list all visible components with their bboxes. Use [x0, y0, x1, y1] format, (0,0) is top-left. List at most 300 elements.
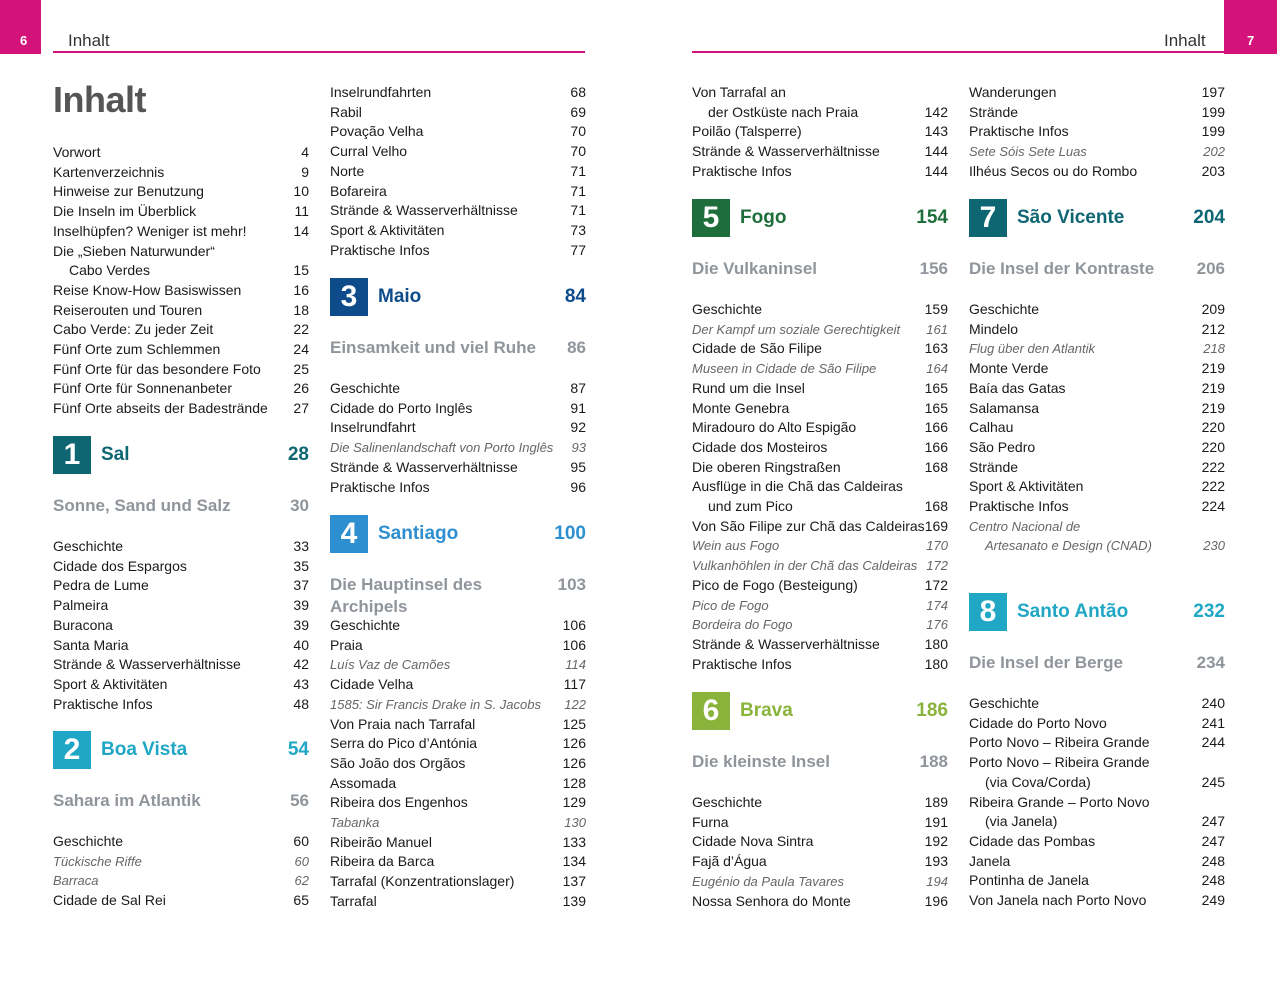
- toc-entry-label: Strände & Wasserverhältnisse: [692, 635, 880, 652]
- toc-entry: [692, 320, 948, 340]
- toc-entry: [330, 122, 586, 142]
- toc-entry: [969, 497, 1225, 517]
- section-page: 154: [916, 207, 948, 228]
- toc-entry: [969, 438, 1225, 458]
- toc-entry-label: Sport & Aktivitäten: [53, 675, 168, 692]
- toc-entry-label: Ribeira da Barca: [330, 853, 435, 870]
- toc-entry: [53, 261, 309, 281]
- section-subtitle-text: Sonne, Sand und Salz: [53, 496, 231, 515]
- toc-entry-page: 126: [562, 754, 586, 771]
- toc-entry: [969, 320, 1225, 340]
- toc-entry: [969, 122, 1225, 142]
- toc-entry-label: Praktische Infos: [330, 241, 430, 258]
- toc-entry-label: Die oberen Ringstraßen: [692, 458, 841, 475]
- toc-entry-page: 194: [926, 873, 948, 889]
- section-subtitle: [969, 652, 1225, 674]
- toc-entry: [53, 537, 309, 557]
- toc-entry-page: 144: [924, 143, 948, 160]
- toc-entry-page: 174: [926, 597, 948, 613]
- section-subtitle: [330, 574, 586, 618]
- toc-entry: [330, 399, 586, 419]
- toc-entry-page: 220: [1201, 438, 1225, 455]
- toc-entry: [330, 655, 586, 675]
- toc-entry-page: 166: [924, 419, 948, 436]
- toc-entry: [969, 477, 1225, 497]
- toc-entry-label: Praktische Infos: [330, 478, 430, 495]
- toc-entry: [53, 616, 309, 636]
- toc-entry: [53, 340, 309, 360]
- section-heading-sal: [53, 436, 309, 474]
- toc-entry-label: Centro Nacional de: [969, 518, 1081, 534]
- toc-entry-page: 71: [570, 182, 586, 199]
- toc-entry-label: Von São Filipe zur Chã das Caldeiras: [692, 517, 925, 534]
- section-number-box: 7: [969, 199, 1007, 237]
- toc-entry-label: Praktische Infos: [692, 162, 792, 179]
- toc-entry: [53, 399, 309, 419]
- toc-entry-page: 14: [293, 222, 309, 239]
- toc-entry-label: Fünf Orte abseits der Badestrände: [53, 400, 268, 417]
- toc-entry-label: 1585: Sir Francis Drake in S. Jacobs: [330, 696, 541, 712]
- toc-entry-label: Strände & Wasserverhältnisse: [330, 202, 518, 219]
- toc-entry-page: 42: [293, 656, 309, 673]
- toc-entry-label: Strände: [969, 458, 1019, 475]
- section-subtitle: [53, 790, 309, 812]
- toc-entry-label: Serra do Pico d’Antónia: [330, 735, 478, 752]
- section-number-box: 2: [53, 731, 91, 769]
- toc-entry: [692, 852, 948, 872]
- toc-entry-label: Flug über den Atlantik: [969, 341, 1095, 357]
- toc-entry-page: 169: [924, 517, 949, 534]
- toc-entry-page: 62: [294, 873, 309, 889]
- toc-entry-label: Vulkanhöhlen in der Chã das Caldeiras: [692, 558, 918, 574]
- toc-entry: [53, 360, 309, 380]
- toc-entry-label: Barraca: [53, 873, 99, 889]
- toc-entry: [53, 202, 309, 222]
- toc-entry-label: (via Cova/Corda): [985, 773, 1091, 790]
- toc-entry: [330, 734, 586, 754]
- section-subtitle: [969, 258, 1225, 280]
- toc-entry: [330, 754, 586, 774]
- toc-entry-page: 9: [301, 163, 309, 180]
- toc-entry-label: Ribeira Grande – Porto Novo: [969, 793, 1150, 810]
- toc-entry-page: 199: [1201, 123, 1225, 140]
- toc-entry: [692, 655, 948, 675]
- toc-entry-page: 222: [1201, 458, 1225, 475]
- toc-entry: [53, 655, 309, 675]
- toc-entry-label: Vorwort: [53, 144, 101, 160]
- toc-entry: [692, 813, 948, 833]
- toc-entry: [969, 399, 1225, 419]
- toc-entry: [53, 182, 309, 202]
- section-subtitle: [692, 751, 948, 773]
- toc-entry-page: 224: [1201, 498, 1225, 514]
- toc-entry: [330, 852, 586, 872]
- section-subtitle-page: 234: [1196, 653, 1225, 672]
- toc-entry: [969, 773, 1225, 793]
- toc-entry: [330, 379, 586, 399]
- toc-entry-label: Furna: [692, 813, 729, 830]
- toc-entry: [969, 339, 1225, 359]
- toc-entry: [692, 872, 948, 892]
- toc-entry-label: der Ostküste nach Praia: [708, 103, 859, 120]
- toc-entry-page: 245: [1201, 773, 1225, 790]
- section-heading-maio: [330, 278, 586, 316]
- toc-entry-page: 65: [293, 892, 309, 909]
- toc-entry-page: 161: [926, 321, 948, 337]
- section-name: Santiago: [378, 523, 459, 544]
- toc-entry-label: Fünf Orte für Sonnenanbeter: [53, 380, 232, 397]
- toc-entry: [969, 418, 1225, 438]
- toc-entry-label: Hinweise zur Benutzung: [53, 183, 204, 200]
- toc-entry: [330, 793, 586, 813]
- toc-entry-page: 212: [1201, 320, 1225, 337]
- section-subtitle: [53, 495, 309, 517]
- toc-entry-page: 168: [924, 498, 948, 514]
- toc-entry-label: Tarrafal (Konzentrationslager): [330, 873, 515, 890]
- toc-entry: [53, 891, 309, 911]
- toc-entry: [969, 871, 1225, 891]
- toc-entry-label: Palmeira: [53, 597, 109, 614]
- toc-entry-page: 77: [570, 241, 586, 258]
- toc-entry-page: 16: [293, 281, 309, 298]
- page-title: Inhalt: [53, 79, 146, 120]
- toc-entry: [692, 576, 948, 596]
- toc-entry-label: Tückische Riffe: [53, 853, 142, 869]
- section-page: 54: [287, 739, 309, 760]
- toc-entry: [330, 241, 586, 261]
- toc-entry-label: Sport & Aktivitäten: [330, 221, 445, 238]
- toc-entry-page: 144: [924, 162, 948, 179]
- toc-entry-label: Norte: [330, 162, 365, 179]
- toc-entry-label: Cidade Nova Sintra: [692, 833, 814, 850]
- toc-entry-page: 70: [570, 143, 586, 160]
- toc-entry-label: Fajã d’Água: [692, 853, 767, 870]
- toc-entry-label: und zum Pico: [708, 498, 793, 514]
- toc-entry: [692, 615, 948, 635]
- section-page: 100: [554, 523, 586, 544]
- toc-entry-label: Inselhüpfen? Weniger ist mehr!: [53, 222, 247, 239]
- toc-entry-page: 222: [1201, 478, 1225, 495]
- toc-entry: [969, 517, 1225, 537]
- toc-entry-label: Bordeira do Fogo: [692, 617, 793, 633]
- section-number-box: 6: [692, 692, 730, 730]
- toc-entry: [330, 162, 586, 182]
- toc-entry-label: Eugénio da Paula Tavares: [692, 873, 845, 889]
- section-heading-santiago: [330, 515, 586, 553]
- toc-entry: [53, 379, 309, 399]
- toc-entry-label: Porto Novo – Ribeira Grande: [969, 734, 1150, 751]
- right-header-rule: [692, 51, 1224, 53]
- toc-entry: [330, 774, 586, 794]
- toc-entry-label: Cidade das Pombas: [969, 832, 1096, 849]
- section-number-box: 8: [969, 593, 1007, 631]
- toc-entry-page: 106: [562, 617, 586, 633]
- toc-entry-page: 114: [565, 657, 586, 673]
- toc-entry-page: 165: [924, 399, 948, 416]
- toc-entry-label: Tabanka: [330, 815, 380, 830]
- toc-entry: [692, 379, 948, 399]
- toc-entry: [969, 458, 1225, 478]
- toc-entry: [969, 359, 1225, 379]
- toc-entry-page: 139: [562, 892, 586, 909]
- toc-entry: [969, 103, 1225, 123]
- toc-entry-label: Janela: [969, 852, 1011, 869]
- toc-entry-label: Von Tarrafal an: [692, 84, 786, 100]
- section-subtitle-text: Die kleinste Insel: [692, 752, 830, 771]
- toc-entry-label: Kartenverzeichnis: [53, 163, 165, 180]
- toc-entry: [53, 557, 309, 577]
- toc-entry-page: 10: [293, 183, 309, 200]
- toc-entry: [53, 320, 309, 340]
- toc-entry-label: Monte Genebra: [692, 399, 790, 416]
- toc-entry-label: Praktische Infos: [692, 655, 792, 672]
- section-subtitle-text: Sahara im Atlantik: [53, 791, 201, 810]
- toc-entry-label: Curral Velho: [330, 143, 408, 160]
- toc-entry: [330, 872, 586, 892]
- section-subtitle-text: Die Insel der Berge: [969, 653, 1124, 672]
- toc-entry-label: Cidade dos Espargos: [53, 557, 187, 574]
- toc-entry-label: Strände & Wasserverhältnisse: [53, 656, 241, 673]
- toc-entry-label: Buracona: [53, 616, 113, 633]
- section-page: 204: [1193, 207, 1225, 228]
- toc-entry: [692, 477, 948, 497]
- toc-entry: [330, 418, 586, 438]
- left-page-number: 6: [20, 33, 28, 48]
- toc-entry-page: 43: [293, 675, 309, 692]
- toc-entry-label: Fünf Orte für das besondere Foto: [53, 360, 261, 377]
- section-name: Sal: [101, 444, 130, 465]
- toc-entry-page: 71: [570, 162, 586, 179]
- section-name: Maio: [378, 286, 422, 307]
- toc-entry-page: 219: [1201, 379, 1225, 396]
- toc-entry-page: 33: [293, 538, 309, 554]
- toc-entry-label: Inselrundfahrten: [330, 84, 432, 100]
- toc-entry: [969, 714, 1225, 734]
- toc-entry-label: Luís Vaz de Camões: [330, 657, 451, 673]
- toc-entry-page: 95: [570, 458, 586, 475]
- toc-entry-label: Cabo Verdes: [69, 262, 150, 279]
- toc-entry: [330, 715, 586, 735]
- toc-entry: [330, 438, 586, 458]
- toc-entry: [53, 301, 309, 321]
- toc-entry-label: Rabil: [330, 103, 362, 120]
- toc-entry-page: 218: [1203, 341, 1225, 357]
- section-subtitle-page: 30: [290, 496, 309, 515]
- toc-entry: [692, 517, 948, 537]
- toc-entry-label: Bofareira: [330, 182, 387, 199]
- toc-entry: [53, 222, 309, 242]
- toc-entry-page: 37: [293, 577, 309, 594]
- toc-entry-label: São João dos Orgãos: [330, 754, 466, 771]
- toc-entry: [53, 852, 309, 872]
- toc-entry-page: 96: [570, 478, 586, 495]
- toc-entry-label: Praktische Infos: [969, 498, 1069, 514]
- toc-entry-page: 92: [570, 419, 586, 436]
- toc-entry-label: Porto Novo – Ribeira Grande: [969, 754, 1150, 771]
- section-subtitle: [330, 337, 586, 359]
- toc-entry-label: Praktische Infos: [53, 695, 153, 712]
- toc-entry: [330, 221, 586, 241]
- toc-entry-label: Sete Sóis Sete Luas: [969, 144, 1087, 160]
- toc-entry-page: 193: [924, 853, 948, 870]
- toc-entry: [692, 596, 948, 616]
- toc-entry-label: Salamansa: [969, 399, 1040, 416]
- toc-entry: [692, 438, 948, 458]
- toc-entry: [692, 103, 948, 123]
- toc-entry-label: Wein aus Fogo: [692, 538, 780, 554]
- toc-entry: [692, 832, 948, 852]
- toc-entry-label: Miradouro do Alto Espigão: [692, 419, 857, 436]
- toc-entry: [330, 616, 586, 636]
- toc-entry-label: Calhau: [969, 419, 1014, 436]
- toc-entry-label: Povação Velha: [330, 123, 424, 140]
- toc-entry-page: 69: [570, 103, 586, 120]
- toc-entry: [330, 201, 586, 221]
- toc-entry-label: Assomada: [330, 774, 397, 791]
- section-subtitle-page: 56: [290, 791, 309, 810]
- toc-entry-page: 125: [562, 715, 586, 732]
- section-subtitle-page: 206: [1196, 259, 1225, 278]
- toc-entry-page: 170: [926, 538, 948, 554]
- section-heading-boa-vista: [53, 731, 309, 769]
- toc-entry-page: 203: [1201, 162, 1225, 179]
- section-page: 28: [287, 444, 309, 465]
- toc-entry-label: Geschichte: [53, 538, 124, 554]
- section-name: Fogo: [740, 207, 787, 228]
- toc-entry-page: 168: [924, 458, 948, 475]
- toc-entry-page: 163: [924, 340, 948, 357]
- toc-entry-page: 24: [293, 341, 309, 357]
- section-subtitle-text: Die Hauptinsel des Archipels: [330, 575, 483, 616]
- toc-entry-page: 128: [562, 774, 586, 791]
- toc-entry: [692, 122, 948, 142]
- toc-entry-page: 73: [570, 221, 586, 238]
- toc-entry: [330, 813, 586, 833]
- toc-entry-page: 249: [1201, 892, 1225, 908]
- toc-entry: [330, 695, 586, 715]
- toc-entry-page: 129: [562, 794, 586, 811]
- section-page: 84: [564, 286, 586, 307]
- toc-entry: [53, 242, 309, 262]
- left-header-title: Inhalt: [68, 31, 110, 50]
- toc-entry: [969, 891, 1225, 911]
- section-heading-santo-antao: [969, 593, 1225, 631]
- toc-entry-label: Cabo Verde: Zu jeder Zeit: [53, 321, 214, 338]
- toc-entry-label: Von Janela nach Porto Novo: [969, 892, 1147, 908]
- toc-entry-page: 247: [1201, 813, 1225, 830]
- toc-entry: [330, 182, 586, 202]
- toc-entry-page: 137: [562, 873, 586, 890]
- toc-entry-page: 192: [924, 833, 948, 850]
- toc-entry-label: Geschichte: [53, 833, 124, 849]
- toc-entry-page: 180: [924, 635, 948, 652]
- toc-entry-page: 11: [294, 203, 309, 220]
- toc-entry-label: Strände & Wasserverhältnisse: [692, 143, 880, 160]
- toc-entry-label: Reiserouten und Touren: [53, 301, 203, 318]
- toc-entry-page: 240: [1201, 695, 1225, 711]
- section-subtitle-page: 188: [919, 752, 948, 771]
- toc-entry-label: Rund um die Insel: [692, 379, 805, 396]
- toc-entry-label: Die Salinenlandschaft von Porto Inglês: [330, 440, 554, 456]
- section-subtitle-page: 103: [557, 575, 586, 594]
- right-page-number: 7: [1247, 33, 1255, 48]
- toc-entry-page: 70: [570, 123, 586, 140]
- right-header-title: Inhalt: [1164, 31, 1206, 50]
- toc-entry-page: 248: [1201, 852, 1225, 869]
- toc-entry-label: Cidade Velha: [330, 676, 414, 693]
- toc-entry-page: 4: [301, 144, 309, 160]
- toc-entry: [53, 832, 309, 852]
- toc-entry-label: Mindelo: [969, 320, 1019, 337]
- toc-entry-label: Der Kampf um soziale Gerechtigkeit: [692, 321, 901, 337]
- toc-entry: [330, 892, 586, 912]
- toc-entry-page: 71: [570, 202, 586, 219]
- toc-entry: [969, 300, 1225, 320]
- toc-entry-page: 15: [293, 262, 309, 279]
- toc-entry: [53, 281, 309, 301]
- toc-entry-page: 122: [564, 696, 586, 712]
- toc-entry-page: 39: [293, 597, 309, 614]
- toc-entry: [969, 812, 1225, 832]
- section-page: 186: [916, 700, 948, 721]
- toc-entry-page: 247: [1201, 832, 1225, 849]
- toc-entry-page: 219: [1201, 360, 1225, 377]
- toc-entry: [692, 892, 948, 912]
- section-name: Boa Vista: [101, 739, 188, 760]
- toc-entry: [969, 753, 1225, 773]
- toc-entry-page: 164: [926, 361, 948, 377]
- toc-entry-label: Nossa Senhora do Monte: [692, 892, 851, 909]
- toc-entry-page: 159: [924, 301, 948, 317]
- toc-entry: [330, 458, 586, 478]
- toc-entry: [969, 832, 1225, 852]
- toc-entry: [969, 162, 1225, 182]
- toc-entry: [692, 83, 948, 103]
- toc-entry: [330, 83, 586, 103]
- toc-entry: [692, 300, 948, 320]
- toc-entry-page: 134: [562, 853, 586, 870]
- toc-entry-page: 93: [571, 440, 586, 456]
- toc-entry-page: 25: [293, 360, 309, 377]
- toc-entry-label: Poilão (Talsperre): [692, 123, 802, 140]
- toc-entry-page: 91: [570, 399, 586, 416]
- toc-entry-label: Die „Sieben Naturwunder“: [53, 242, 215, 259]
- toc-entry: [692, 793, 948, 813]
- toc-entry-label: Geschichte: [330, 617, 401, 633]
- toc-entry-page: 241: [1201, 714, 1225, 731]
- toc-entry: [330, 636, 586, 656]
- toc-entry: [53, 576, 309, 596]
- section-subtitle-text: Die Vulkaninsel: [692, 259, 818, 278]
- toc-entry: [969, 536, 1225, 556]
- toc-entry-label: Museen in Cidade de São Filipe: [692, 361, 877, 377]
- toc-entry: [692, 556, 948, 576]
- toc-entry-label: Artesanato e Design (CNAD): [985, 538, 1152, 554]
- toc-entry-label: Cidade do Porto Novo: [969, 714, 1107, 731]
- toc-entry-label: Geschichte: [330, 380, 401, 396]
- toc-entry-page: 35: [293, 557, 309, 574]
- toc-entry-page: 219: [1201, 399, 1225, 416]
- toc-entry-page: 202: [1203, 144, 1225, 160]
- section-subtitle-text: Einsamkeit und viel Ruhe: [330, 338, 536, 357]
- toc-entry-label: (via Janela): [985, 813, 1058, 830]
- toc-entry-page: 180: [924, 655, 948, 672]
- toc-entry-page: 106: [562, 636, 586, 653]
- toc-entry: [969, 83, 1225, 103]
- toc-entry-page: 39: [293, 616, 309, 633]
- toc-entry-label: Pedra de Lume: [53, 577, 149, 594]
- toc-entry: [692, 536, 948, 556]
